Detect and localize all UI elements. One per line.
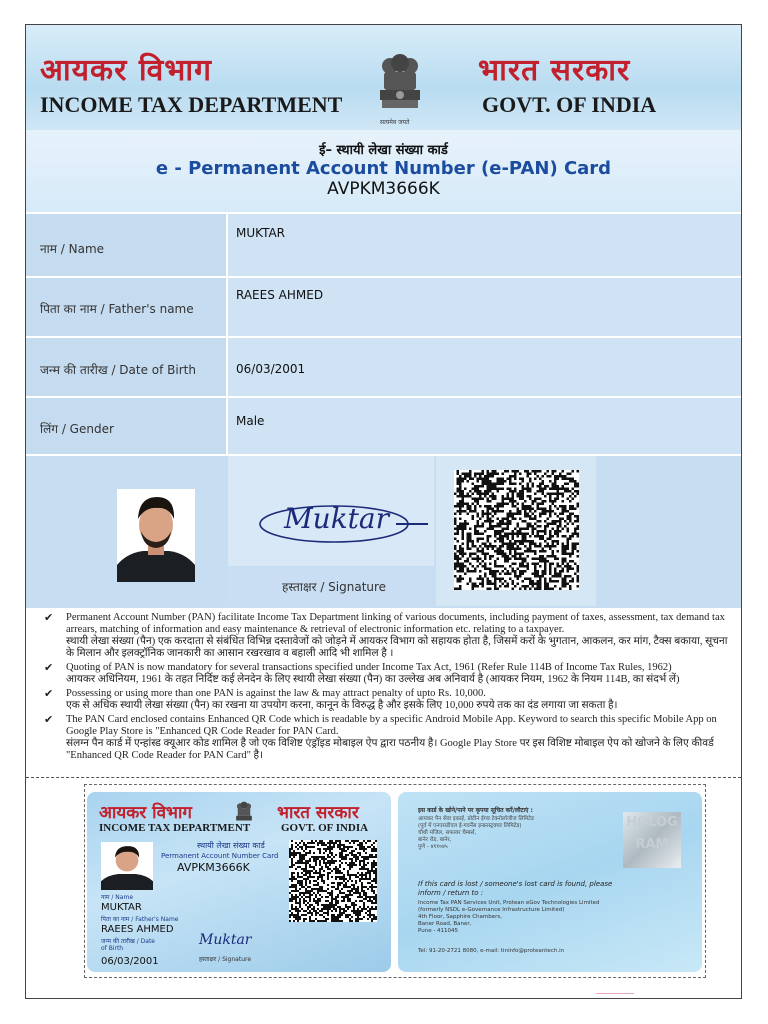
gender-row <box>26 396 741 454</box>
signature-image <box>256 492 432 546</box>
card-title-english: e - Permanent Account Number (e-PAN) Card <box>155 158 612 179</box>
dob-row <box>26 336 741 396</box>
mini-photo <box>101 842 153 890</box>
name-row <box>26 212 741 276</box>
note-item: ✔ Possessing or using more than one PAN is against the law & may attract penalty of upto Rs. 10,000. एक से अधिक स्थायी लेखा संख्या (पैन) का रखना या उपयोग करना, कानून के विरुद्ध है और इसके लिए 10,000 रुपये तक का दंड लगाया जा सकता है। <box>44 688 618 711</box>
check-icon: ✔ <box>44 612 54 624</box>
address-line: Baner Road, Baner, <box>418 921 472 927</box>
mini-pan-number: AVPKM3666K <box>177 861 250 874</box>
pan-card-front: आयकर विभाग INCOME TAX DEPARTMENT भारत सरकार GOVT. OF INDIA स्थायी लेखा संख्या कार्ड Permanent Account Number Card AVPKM3666K नाम / Name MUKTAR पिता का नाम / Father's Name RAEES AHMED जन्म की तारीख / Date of Birth 06/03/2001 Muktar हस्ताक्षर / Signature <box>87 792 391 972</box>
address-line: Income Tax PAN Services Unit, Protean eGov Technologies Limited <box>418 900 600 906</box>
father-name-label: पिता का नाम / Father's name <box>40 302 194 316</box>
address-line: आयकर पैन सेवा इकाई, प्रोटीन ईगव टेक्नोलॉजीज लिमिटेड <box>418 816 534 822</box>
decorative-line <box>596 993 634 994</box>
check-icon: ✔ <box>44 688 54 700</box>
card-title-band <box>26 130 741 212</box>
address-line: बानेर रोड, बानेर, <box>418 837 452 843</box>
dob-label: जन्म की तारीख / Date of Birth <box>40 363 196 377</box>
note-item: ✔ Permanent Account Number (PAN) facilitate Income Tax Department linking of various documents, including payment of taxes, assessment, tax demand tax arrears, matching of information and easy maintenance & retrieval of electronic information etc. relating to a taxpayer. स्थायी लेखा संख्या (पैन) एक करदाता से संबंधित विभिन्न दस्तावेजों को जोड़ने में आयकर विभाग को सहायक होता है, जिसमें करों के भुगतान, आकलन, कर मांग, टैक्स बकाया, सूचना के मिलान और इलक्ट्रॉनिक जानकारी का आसान रखरखाव व बहाली आदि भी शामिल है । <box>44 612 728 659</box>
gender-value: Male <box>236 414 265 428</box>
address-line: Pune - 411045 <box>418 928 459 934</box>
notes-section <box>42 612 737 764</box>
address-line: (formerly NSDL e-Governance Infrastructure Limited) <box>418 907 565 913</box>
name-value: MUKTAR <box>236 226 286 240</box>
name-label: नाम / Name <box>40 242 105 256</box>
address-line: पुणे - ४११०४५ <box>418 844 448 850</box>
emblem-motto: सत्यमेव जयते <box>380 119 410 126</box>
hindi-govt-title: भारत सरकार <box>478 53 631 88</box>
father-name-value: RAEES AHMED <box>236 288 324 302</box>
check-icon: ✔ <box>44 714 54 726</box>
note-item: ✔ Quoting of PAN is now mandatory for several transactions specified under Income Tax Act, 1961 (Refer Rule 114B of Income Tax Rules, 1962) आयकर अधिनियम, 1961 के तहत निर्दिष्ट कई लेनदेन के लिए स्थायी लेखा संख्या (पैन) का उल्लेख अब अनिवार्य है (आयकर नियम, 1962 के नियम 114B, का संदर्भ लें) <box>44 662 680 685</box>
hologram: HOLOGRAM <box>623 812 681 868</box>
cut-line <box>26 777 741 778</box>
mini-emblem-icon <box>233 800 255 830</box>
gender-label: लिंग / Gender <box>40 422 114 436</box>
dob-value: 06/03/2001 <box>236 362 306 376</box>
signature-text: Muktar <box>284 502 389 535</box>
father-name-row <box>26 276 741 336</box>
mini-qr-code <box>289 840 377 922</box>
english-department-title: INCOME TAX DEPARTMENT <box>40 92 343 117</box>
address-line: चौथी मंजिल, सफायर चैम्बर्स, <box>418 830 477 836</box>
note-item: ✔ The PAN Card enclosed contains Enhanced QR Code which is readable by a specific Android Mobile App. Keyword to search this specific Mobile App on Google Play Store is "Enhanced QR Code Reader for PAN Card. संलग्न पैन कार्ड में एन्हांस्ड क्यूआर कोड शामिल है जो एक विशिष्ट एंड्रॉइड मोबाइल ऐप द्वारा पठनीय है। Google Play Store पर इस विशिष्ट मोबाइल ऐप को खोजने के लिए कीवर्ड "Enhanced QR Code Reader for PAN Card" है। <box>44 714 717 761</box>
signature-label: हस्ताक्षर / Signature <box>282 580 387 594</box>
card-title-hindi: ई– स्थायी लेखा संख्या कार्ड <box>319 143 448 158</box>
pan-card-back: इस कार्ड के खोने/पाने पर कृपया सूचित करें/लौटाएं : आयकर पैन सेवा इकाई, प्रोटीन ईगव टेक्नोलॉजीज लिमिटेड (पूर्व में एनएसडीएल ई-गवर्नेंस इन्फ्रास्ट्रक्चर लिमिटेड) चौथी मंजिल, सफायर चैम्बर्स, बानेर रोड, बानेर, पुणे - ४११०४५ HOLOGRAM If this card is lost / someone's lost card is found, please inform / return to : Income Tax PAN Services Unit, Protean eGov Technologies Limited (formerly NSDL e-Governance Infrastructure Limited) 4th Floor, Sapphire Chambers, Baner Road, Baner, Pune - 411045 Tel: 91-20-2721 8080, e-mail: tininfo@proteantech.in <box>398 792 702 972</box>
hindi-department-title: आयकर विभाग <box>40 53 213 88</box>
qr-code <box>454 470 579 590</box>
address-line: (पूर्व में एनएसडीएल ई-गवर्नेंस इन्फ्रास्ट्रक्चर लिमिटेड) <box>418 823 522 829</box>
english-govt-title: GOVT. OF INDIA <box>482 92 657 117</box>
pan-number: AVPKM3666K <box>327 179 440 199</box>
address-line: 4th Floor, Sapphire Chambers, <box>418 914 503 920</box>
national-emblem-icon <box>372 52 428 124</box>
check-icon: ✔ <box>44 662 54 674</box>
applicant-photo <box>117 489 195 582</box>
